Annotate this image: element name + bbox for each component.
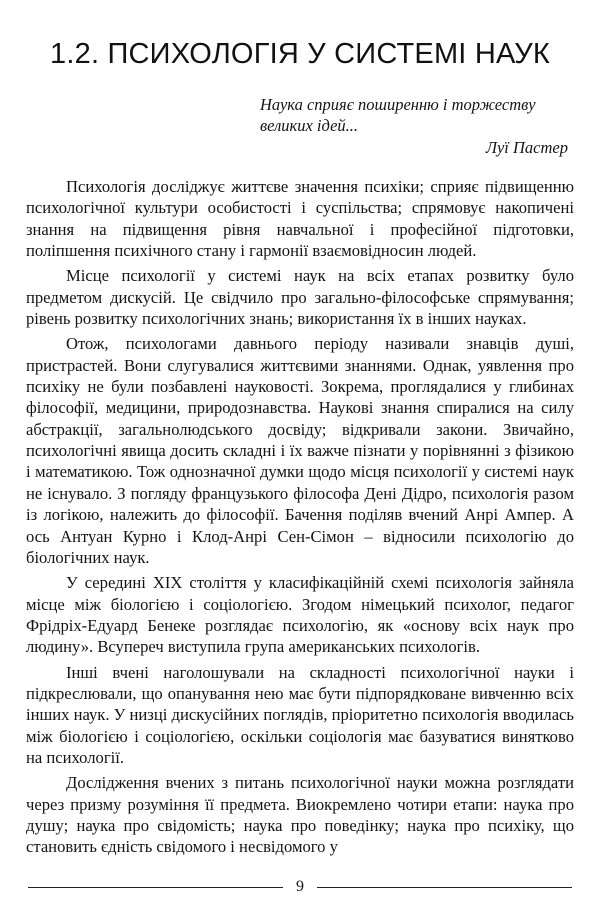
footer-rule-right (317, 887, 572, 888)
paragraph: Місце психології у системі наук на всіх етапах розвитку було предметом дискусій. Це свідчило про загально-філософське спрямування; рівень розвитку психологічних знань; використання їх в інших науках. (26, 266, 574, 329)
epigraph-quote: Наука сприяє поширенню і торжеству великих ідей... (260, 95, 536, 135)
paragraph: Дослідження вчених з питань психологічної науки можна розглядати через призму розуміння її предмета. Виокремлено чотири етапи: наука про душу; наука про свідомість; наука про поведінку; наука про психіку, що становить єдність свідомого і несвідомого у (26, 773, 574, 857)
body-text (26, 176, 574, 862)
page-number: 9 (296, 878, 304, 895)
section-title: 1.2. ПСИХОЛОГІЯ У СИСТЕМІ НАУК (50, 38, 550, 70)
paragraph: Психологія досліджує життєве значення психіки; сприяє підвищенню психологічної культури особистості і суспільства; спрямовує накопичені знання на підвищення рівня навчальної і професійної підготовки, поліпшення психічного стану і гармонії взаємовідносин людей. (26, 177, 574, 261)
paragraph: Отож, психологами давнього періоду називали знавців душі, пристрастей. Вони слугувалися життєвими знаннями. Однак, уявлення про психіку не були позбавлені науковості. Зокрема, проглядалися у глибинах філософії, медицини, природознавства. Наукові знання спиралися на силу абстракції, загальнолюдського досвіду; відкривали закони. Звичайно, психологічні явища досить складні і їх важче пізнати у порівнянні з фізикою і математикою. Тож однозначної думки щодо місця психології у системі наук не існувало. З погляду французького філософа Дені Дідро, психологія разом із логікою, належить до філософії. Бачення поділяв вчений Анрі Ампер. А ось Антуан Курно і Клод-Анрі Сен-Сімон – відносили психологію до біологічних наук. (26, 334, 574, 567)
footer-rule-left (28, 887, 283, 888)
page-footer (28, 875, 572, 899)
epigraph (240, 94, 570, 158)
paragraph: Інші вчені наголошували на складності психологічної науки і підкреслювали, що опанування нею має бути підпорядковане вивченню всіх інших наук. У низці дискусійних поглядів, пріоритетно психологія вводилась між біологією і соціологією, оскільки соціологія має базуватися винятково на психології. (26, 662, 574, 767)
epigraph-author: Луї Пастер (485, 138, 568, 157)
paragraph: У середині ХІХ століття у класифікаційній схемі психологія зайняла місце між біологією і соціологією. Згодом німецький психолог, педагог Фрідріх-Едуард Бенеке розглядає психологію, як «основу всіх наук про людину». Всупереч виступила група американських психологів. (26, 573, 574, 657)
